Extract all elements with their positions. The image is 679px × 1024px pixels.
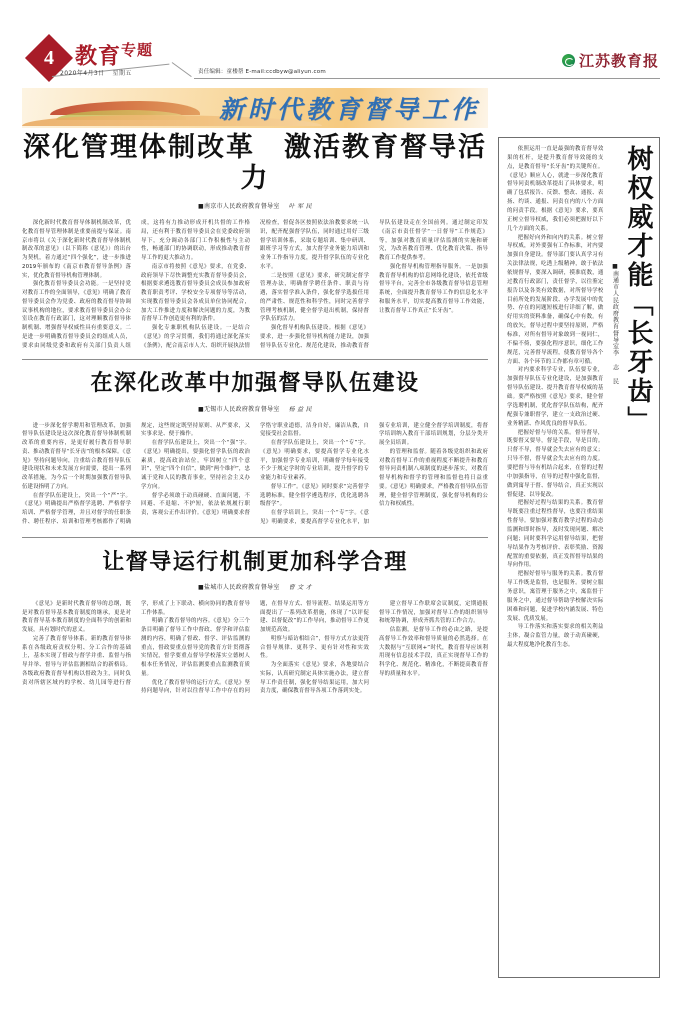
article-divider-1: [22, 359, 488, 360]
article-2-byline-author: 杨 益 民: [288, 405, 312, 413]
sidebar-byline-author: 李 志 民: [611, 349, 619, 385]
article-2-headline: 在深化改革中加强督导队伍建设: [90, 371, 420, 397]
masthead: [0, 0, 679, 84]
section-banner: [22, 88, 488, 128]
article-3-para: 建立督导工作联席会议制度，定期通报督导工作情况，加强对督导工作的组织领导和统筹协调，形成齐抓共管的工作合力。: [379, 600, 488, 625]
article-1-byline-author: 叶 军 民: [288, 203, 312, 211]
article-2-byline-org: ■无锡市人民政府教育督导室: [198, 405, 280, 413]
article-3-para: 《意见》是新时代教育督导的总纲，既是对教育督导基本教育制度的继承，更是对教育督导基本教育制度的全面科学的创新和发展，具有划时代的意义。: [22, 600, 131, 634]
sidebar-byline-org: ■南通市人民政府教育督导室: [611, 263, 619, 350]
editor-contact-line: 责任编辑：童楼帮 E-mail:ccdbyw@aliyun.com: [198, 69, 326, 75]
article-2-para: 在督学队伍建设上，突出一个“强”字。《意见》明确提出，要强化督学队伍的政治素质，提高政治站位，牢固树立“四个意识”，坚定“四个自信”，做到“两个维护”，忠诚于党和人民的教育事业，坚持社会主义办学方向。: [141, 440, 250, 490]
sidebar-para: 依照运用一直是最强的教育督导效果的杠杆，是提升教育督导效能的支点，是教育督导“长牙齿”的关键所在。《意见》顺应人心，就进一步深化教育督导问责机制改革提出了具体要求，明确了包括报告、反馈、整改、通报、表扬、约谈、通报、问责在内的八个方面的问责手段。根据《意见》要求，要真正树立督导权威，我们必须把握好以下几个方面的关系。: [507, 146, 604, 232]
main-article-zone: [22, 132, 488, 696]
article-1-para: 强化督导机构管理指导服务。一是加强教育督导机构的信息网络化建设，依托省级督导平台，完善全市各级教育督导信息管理系统，全面提升教育督导工作的信息化水平和服务水平，切实提高教育督导工作效能，让教育督导工作真正“长牙齿”。: [379, 263, 488, 314]
article-1-byline-org: ■南京市人民政府教育督导室: [198, 203, 280, 211]
article-1: [22, 132, 488, 350]
article-1-para: 二是按照《意见》要求，研究制定督学管理办法，明确督学聘任条件、职责与待遇，落实督学准入条件，强化督学选拔任用的严肃性、规范性和科学性，同时完善督学管理考核机制，健全督学退出机制，保持督学队伍的活力。: [260, 272, 369, 323]
article-3: [22, 550, 488, 697]
article-2-para: 在督学培训上，突出一个“专”字。《意见》明确要求，要提高督学专业化水平，加强专业培训，建立健全督学培训制度，将督学培训纳入教育干部培训规划，分层分类开展全员培训。: [260, 422, 488, 525]
article-3-byline: [22, 582, 488, 591]
article-1-headline: 深化管理体制改革 激活教育督导活力: [23, 132, 487, 195]
masthead-divider: [194, 78, 660, 79]
publication-weekday: 星期五: [112, 70, 132, 77]
article-2-para: 在督学队伍建设上，突出一个“专”字。《意见》明确要求，要提高督学专业化水平，加强督学专业培训，明确督学每年接受不少于规定学时的专业培训，提升督学的专业能力和专业素养。: [260, 440, 369, 482]
sidebar-para: 导工作落实和落实要求的相关利益主体，凝合监管力量，敢于动真碰硬，最大程度地净化教育生态。: [507, 624, 604, 649]
article-3-para: 明察与暗访相结合”，督导方式方法更符合督导规律、更科学、更有针对性和实效性。: [260, 635, 369, 660]
sidebar-para: 把握好向外和向内的关系。树立督导权威，对外要强有工作标准，对内要加强自身建设。督导部门要认真学习有关法律法规，吃透上级精神，敢于依法依规督导，要深入调研，摸准底数，通过教育行政部门，责任督学，以往鉴定报告以及各类有效数据，对所督导学校目前所处的发展阶段、办学发展中的优势、存在的问题短板进行详细了解，做好用实的资料准备，确保心中有数。有的放矢，督导过程中要坚持原则，严格标准，对所有督导对象敢到一视同仁，不偏不倚，要强化程序意识，细化工作规范，完善督导流程，使教育督导各个方面、各个环节的工作都有章可循。: [507, 234, 604, 365]
sidebar-para: 把握好督与导的关系。督导督导，既要督又要导，督是手段，导是目的。只督不导，督导就会失去应有的意义；只导不督，督导就会失去应有的力度。要把督与导有机结合起来，在督的过程中加强指导，在导的过程中强化监督，做到寓导于督、督导结合，真正实现以督促建、以导促改。: [507, 429, 604, 498]
article-divider-2: [22, 537, 488, 538]
article-3-byline-author: 曹 文 才: [288, 583, 312, 591]
article-2-para: 进一步深化督学聘用和管理改革，加强督导队伍建设是这次深化教育督导体制机制改革的重要内容，是更好履行教育督导职责、推动教育督导“长牙齿”的根本保障。《意见》坚持问题导向，注重结合教育督导队伍建设现状和未来发展方向需要，提出一系列改革措施，为今后一个时期加强教育督导队伍建设指明了方向。: [22, 422, 131, 490]
article-3-para: 估监测，是督导工作的必由之路，是提高督导工作效率和督导质量的必然选择。在大数据与“互联网+”时代，教育督导应该利用现有信息技术手段，真正实现督导工作的科学化、规范化、精准化，不断提高教育督导的质量和水平。: [379, 627, 488, 677]
article-2: [22, 371, 488, 526]
publication-name: 江苏教育报: [578, 52, 659, 70]
masthead-rule-diagonal: [172, 62, 192, 77]
page-number: 4: [44, 47, 54, 69]
article-3-headline: 让督导运行机制更加科学合理: [102, 549, 408, 575]
article-2-para: 在督学队伍建设上，突出一个“严”字。《意见》明确提出严格督学选聘、严格督学培训、严格督学管理，并且对督学的任职条件、聘任程序、培训和管理考核都作了明确规定，这些规定既坚持原则、从严要求，又实事求是、便于操作。: [22, 422, 250, 525]
globe-icon: [562, 54, 575, 67]
publication-brand: [562, 50, 659, 71]
publication-date: 2020年4月3日: [60, 70, 105, 77]
sidebar-article-body: [507, 145, 606, 970]
sidebar-article: [498, 137, 660, 978]
article-3-body: [22, 600, 488, 696]
section-title-sup: 专题: [121, 41, 154, 59]
article-2-body: [22, 422, 488, 527]
article-3-byline-org: ■盐城市人民政府教育督导室: [198, 583, 280, 591]
banner-title: 新时代教育督导工作: [218, 95, 480, 124]
sidebar-para: 对内要求科学专业，队伍要专业，加强督导队伍专业化建设，是加强教育督导队伍建设、提升教育督导权威的基础。要严格按照《意见》要求，健全督学选聘机制，优化督学队伍结构，配齐配强专兼职督学，建立一支政治过硬、业务精湛、作风优良的督导队伍。: [507, 367, 604, 427]
article-2-para: 督学必须敢于动真碰硬、直面问题，不回避、不退缩、不护短，依法依规履行职责，客观公正作出评价。《意见》明确要求督学恪守职业道德，洁身自好，廉洁从教，自觉接受社会监督。: [141, 422, 369, 517]
article-1-para: 南京市将按照《意见》要求，在党委、政府领导下尽快调整充实教育督导委员会，根据要求遴选教育督导委员会成员参加政府教育职责考评、学校安全专项督导等活动，实现教育督导委员会各成员单位协同配合，加大工作推进力度和解决问题的力度，为教育督导工作创造更有利的条件。: [141, 263, 250, 323]
article-3-para: 完善了教育督导体系。新的教育督导体系在各级政府责权分明、分工合作的基础上，基本实现了督政与督学并重、监督与指导并举、督导与评估监测相结合的新格局。各级政府教育督导机构以督政为主，同时负责对所辖区域内的学校、幼儿园等进行督学，形成了上下联动、横向协同的教育督导工作体系。: [22, 600, 250, 686]
article-1-para: 强化督导机构队伍建设。根据《意见》要求，进一步强化督导机构能力建设，加强督导队伍专业化、规范化建设，推动教育督导队伍建设走在全国前列。通过制定印发《南京市责任督学“一日督导”工作规范》等，加强对教育质量评估监测的实施和研究，为改善教育管理、优化教育决策、指导教育工作提供参考。: [260, 220, 488, 349]
article-1-para: 强化专兼职机构队伍建设。一是结合《意见》的学习贯彻，我们将通过深化落实《条例》，配合南京市人大、组织开展执法情况检查，督促各区按照依法治教要求统一认识，配齐配强督学队伍，同时通过用好三级督学培训体系，采取专题培训、集中研训、跟班学习等方式，加大督学业务能力培训和业务工作指导力度，提升督学队伍的专业化水平。: [141, 220, 369, 349]
article-1-para: 深化新时代教育督导体制机制改革，优化教育督导管理体制是重要前提与保证。南京市将以《关于深化新时代教育督导体制机制改革的意见》（以下简称《意见》）的出台为契机，着力通过“四个强化”，进一步推进2019年颁布的《南京市教育督导条例》落实，优化教育督导机构管理体制。: [22, 220, 131, 279]
article-1-body: [22, 219, 488, 350]
sidebar-para: 把握好过程与结果的关系。教育督导既要注重过程性督导，也要注重结果性督导。要加强对教育教学过程的动态监测和即时指导，及时发现问题、解决问题；同时要科学运用督导结果，把督导结果作为考核评价、表彰奖励、资源配置的重要依据，真正发挥督导结果的导向作用。: [507, 500, 604, 569]
publication-date-line: [60, 68, 132, 77]
article-1-para: 强化教育督导委员会功能。一是坚持党对教育工作的全面领导，《意见》明确了教育督导委员会作为党委、政府的教育督导协调议事机构的地位，要求教育督导委员会办公室设在教育行政部门，这对理顺教育督导体制机制、增强督导权威性具有重要意义。二是进一步明确教育督导委员会的组成人员，要求由同级党委和政府有关部门负责人组成，这将有力推动形成开机共督的工作格局，还有利于教育督导委员会在党委政府领导下，充分调动各部门工作积极性与主动性，畅通部门的协调联动，形成推动教育督导工作的更大推动力。: [22, 220, 250, 349]
article-2-para: 督导工作”。《意见》同时要求“完善督学选聘标准，健全督学遴选程序，优化选聘各级督学”。: [260, 483, 369, 508]
article-2-para: 的管理和监督。随着各级党组织和政府对教育督导工作的重视程度不断提升和教育督导问责机制八项制度的逐步落实，对教育督导机构和督学的管理和监督也将日益重要。《意见》明确要求，严格教育督导队伍管理，健全督学管理制度，强化督导机构的公信力和权威性。: [379, 448, 488, 508]
article-3-para: 明确了教育督导的内容。《意见》分三个条目明确了督导工作中督政、督学和评估监测的内容，明确了督政、督学、评估监测的重点，督政要重点督导党的教育方针贯彻落实情况，督学要重点督导学校落实立德树人根本任务情况，评估监测要重点监测教育质量。: [141, 618, 250, 677]
article-2-byline: [22, 404, 488, 413]
article-3-para: 为全面落实《意见》要求，各地要结合实际，认真研究制定具体实施办法，建立督导工作责任制，强化督导结果运用，加大问责力度，确保教育督导各项工作落到实处。: [260, 662, 369, 695]
sidebar-article-byline: [610, 263, 619, 423]
section-title-main: 教育: [75, 43, 122, 70]
article-1-byline: [22, 201, 488, 210]
article-3-para: 优化了教育督导的运行方式。《意见》坚持问题导向，针对以往督导工作中存在的问题，在督导方式、督导流程、结果运用等方面提出了一系列改革措施，体现了“以评促建、以督促改”的工作导向，推动督导工作更加规范高效。: [141, 600, 369, 695]
sidebar-article-headline: 树权威才能「长牙齿」: [623, 145, 653, 435]
sidebar-para: 把握好督导与服务的关系。教育督导工作既是监督，也是服务。要树立服务意识，寓管理于服务之中，寓监督于服务之中，通过督导帮助学校解决实际困难和问题，促进学校内涵发展、特色发展、优质发展。: [507, 571, 604, 622]
